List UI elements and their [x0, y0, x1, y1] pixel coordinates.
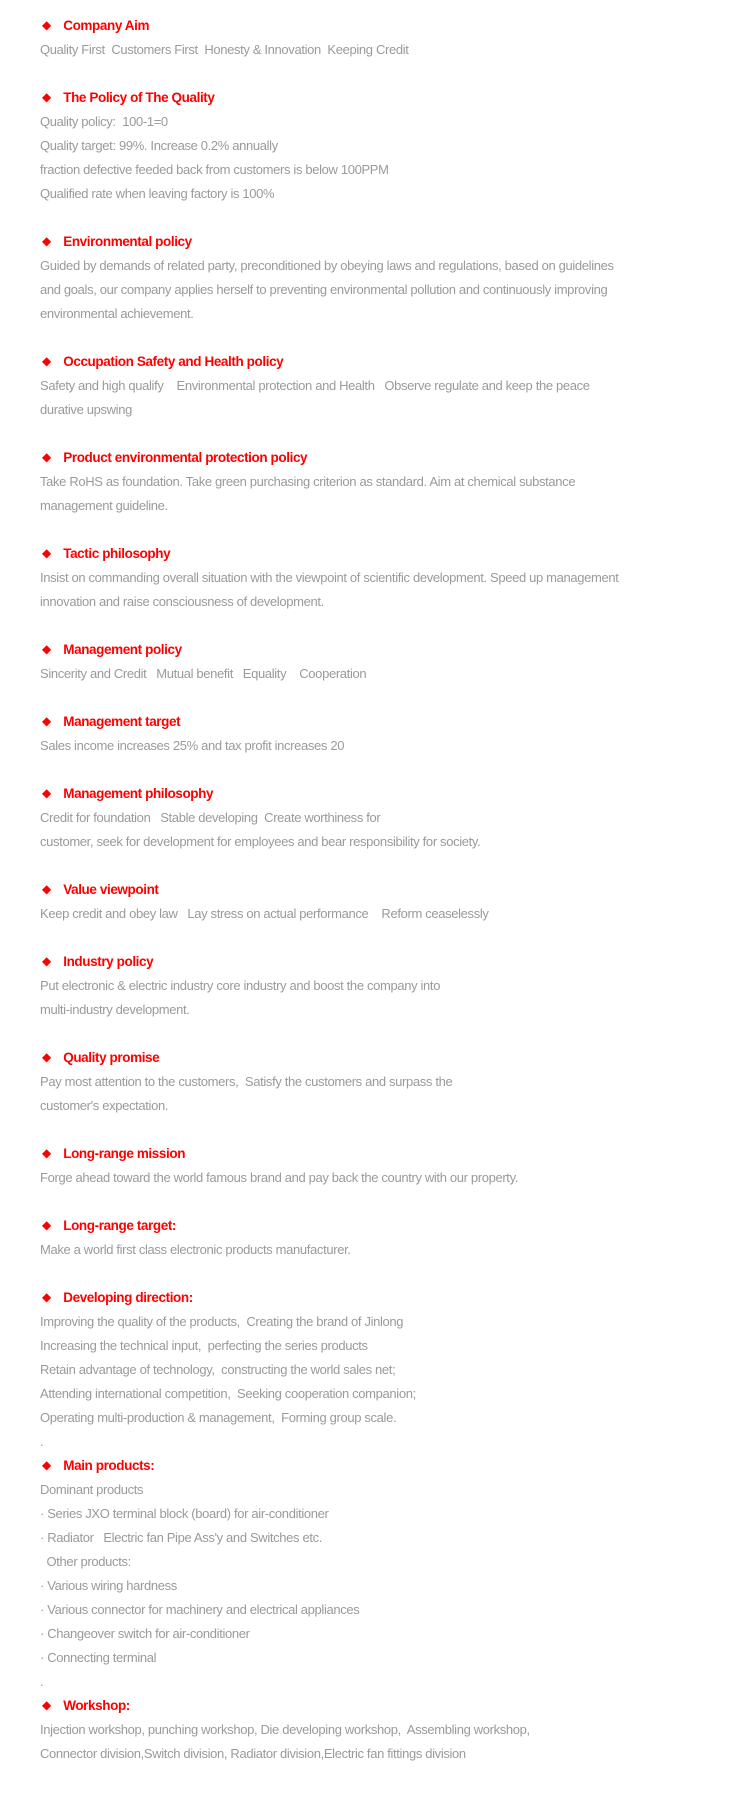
section-title: Long-range target:	[63, 1218, 177, 1233]
section-text-line: Operating multi-production & management, Forming group scale.	[40, 1410, 397, 1425]
section-heading	[40, 230, 710, 254]
section-title: Management policy	[63, 642, 182, 657]
policy-section	[40, 638, 710, 686]
section-title: Company Aim	[63, 18, 150, 33]
section-text-line: Put electronic & electric industry core industry and boost the company into	[40, 978, 441, 993]
policy-section	[40, 950, 710, 1022]
section-text-line: Quality policy: 100-1=0	[40, 114, 168, 129]
section-body	[40, 110, 710, 206]
section-title: Industry policy	[63, 954, 154, 969]
section-text-line: · Various connector for machinery and electrical appliances	[40, 1602, 360, 1617]
section-text-line: customer, seek for development for employees and bear responsibility for society.	[40, 834, 481, 849]
section-heading	[40, 542, 710, 566]
section-text-line: .	[40, 1674, 44, 1689]
section-body	[40, 1718, 710, 1766]
policy-section	[40, 446, 710, 518]
section-title: Developing direction:	[63, 1290, 193, 1305]
section-heading	[40, 1046, 710, 1070]
policy-section	[40, 350, 710, 422]
section-body	[40, 662, 710, 686]
policy-section	[40, 1454, 710, 1694]
section-text-line: · Changeover switch for air-conditioner	[40, 1626, 250, 1641]
section-text-line: · Series JXO terminal block (board) for air-conditioner	[40, 1506, 329, 1521]
diamond-bullet-icon: ◆	[42, 714, 52, 728]
section-text-line: Connector division,Switch division, Radiator division,Electric fan fittings division	[40, 1746, 466, 1761]
section-heading	[40, 878, 710, 902]
section-body	[40, 374, 710, 422]
section-body	[40, 1310, 710, 1454]
section-text-line: · Connecting terminal	[40, 1650, 157, 1665]
section-text-line: management guideline.	[40, 498, 168, 513]
diamond-bullet-icon: ◆	[42, 882, 52, 896]
diamond-bullet-icon: ◆	[42, 1290, 52, 1304]
section-text-line: Keep credit and obey law Lay stress on actual performance Reform ceaselessly	[40, 906, 489, 921]
section-body	[40, 566, 710, 614]
section-title: Management philosophy	[63, 786, 214, 801]
diamond-bullet-icon: ◆	[42, 642, 52, 656]
policy-section	[40, 1142, 710, 1190]
section-body	[40, 38, 710, 62]
section-text-line: Insist on commanding overall situation with the viewpoint of scientific development. Speed up management	[40, 570, 619, 585]
section-heading	[40, 638, 710, 662]
diamond-bullet-icon: ◆	[42, 18, 52, 32]
diamond-bullet-icon: ◆	[42, 546, 52, 560]
section-text-line: Guided by demands of related party, preconditioned by obeying laws and regulations, based on guidelines	[40, 258, 614, 273]
policy-section	[40, 14, 710, 62]
section-text-line: innovation and raise consciousness of development.	[40, 594, 324, 609]
section-body	[40, 974, 710, 1022]
section-heading	[40, 710, 710, 734]
policy-section	[40, 1694, 710, 1766]
section-body	[40, 1166, 710, 1190]
section-text-line: Take RoHS as foundation. Take green purchasing criterion as standard. Aim at chemical substance	[40, 474, 576, 489]
section-text-line: durative upswing	[40, 402, 132, 417]
section-title: Long-range mission	[63, 1146, 186, 1161]
section-text-line: Improving the quality of the products, Creating the brand of Jinlong	[40, 1314, 404, 1329]
section-title: Product environmental protection policy	[63, 450, 308, 465]
section-title: The Policy of The Quality	[63, 90, 215, 105]
section-body	[40, 1478, 710, 1694]
section-title: Management target	[63, 714, 181, 729]
section-text-line: environmental achievement.	[40, 306, 194, 321]
policy-section	[40, 86, 710, 206]
section-title: Tactic philosophy	[63, 546, 171, 561]
diamond-bullet-icon: ◆	[42, 1146, 52, 1160]
section-heading	[40, 350, 710, 374]
section-title: Workshop:	[63, 1698, 130, 1713]
section-text-line: Quality target: 99%. Increase 0.2% annually	[40, 138, 278, 153]
section-text-line: Qualified rate when leaving factory is 100%	[40, 186, 275, 201]
policy-section	[40, 230, 710, 326]
section-heading	[40, 1142, 710, 1166]
section-body	[40, 902, 710, 926]
diamond-bullet-icon: ◆	[42, 1698, 52, 1712]
sections	[40, 14, 710, 1766]
policy-section	[40, 1286, 710, 1454]
section-text-line: Attending international competition, Seeking cooperation companion;	[40, 1386, 416, 1401]
section-title: Quality promise	[63, 1050, 160, 1065]
diamond-bullet-icon: ◆	[42, 1218, 52, 1232]
policy-section	[40, 710, 710, 758]
diamond-bullet-icon: ◆	[42, 786, 52, 800]
section-text-line: · Various wiring hardness	[40, 1578, 177, 1593]
section-title: Environmental policy	[63, 234, 192, 249]
section-text-line: Injection workshop, punching workshop, Die developing workshop, Assembling workshop,	[40, 1722, 530, 1737]
diamond-bullet-icon: ◆	[42, 354, 52, 368]
section-heading	[40, 86, 710, 110]
section-text-line: fraction defective feeded back from customers is below 100PPM	[40, 162, 389, 177]
section-text-line: Dominant products	[40, 1482, 144, 1497]
policy-section	[40, 878, 710, 926]
section-text-line: and goals, our company applies herself to preventing environmental pollution and continuously improving	[40, 282, 608, 297]
section-heading	[40, 14, 710, 38]
section-text-line: Retain advantage of technology, constructing the world sales net;	[40, 1362, 396, 1377]
section-text-line: .	[40, 1434, 44, 1449]
section-body	[40, 734, 710, 758]
section-title: Value viewpoint	[63, 882, 159, 897]
diamond-bullet-icon: ◆	[42, 234, 52, 248]
diamond-bullet-icon: ◆	[42, 1050, 52, 1064]
section-text-line: multi-industry development.	[40, 1002, 190, 1017]
section-text-line: Safety and high qualify Environmental protection and Health Observe regulate and keep the peace	[40, 378, 590, 393]
section-heading	[40, 1694, 710, 1718]
diamond-bullet-icon: ◆	[42, 90, 52, 104]
diamond-bullet-icon: ◆	[42, 1458, 52, 1472]
section-title: Occupation Safety and Health policy	[63, 354, 284, 369]
section-title: Main products:	[63, 1458, 155, 1473]
section-heading	[40, 950, 710, 974]
section-heading	[40, 1286, 710, 1310]
section-body	[40, 1070, 710, 1118]
section-heading	[40, 1454, 710, 1478]
section-text-line: Forge ahead toward the world famous brand and pay back the country with our property.	[40, 1170, 519, 1185]
section-body	[40, 470, 710, 518]
section-body	[40, 254, 710, 326]
section-body	[40, 1238, 710, 1262]
section-text-line: Credit for foundation Stable developing Create worthiness for	[40, 810, 381, 825]
policy-section	[40, 1046, 710, 1118]
diamond-bullet-icon: ◆	[42, 450, 52, 464]
policy-section	[40, 1214, 710, 1262]
policy-section	[40, 542, 710, 614]
section-text-line: Quality First Customers First Honesty & Innovation Keeping Credit	[40, 42, 409, 57]
section-heading	[40, 1214, 710, 1238]
diamond-bullet-icon: ◆	[42, 954, 52, 968]
section-heading	[40, 782, 710, 806]
policy-section	[40, 782, 710, 854]
section-text-line: customer's expectation.	[40, 1098, 169, 1113]
section-body	[40, 806, 710, 854]
section-text-line: Sincerity and Credit Mutual benefit Equality Cooperation	[40, 666, 367, 681]
section-text-line: Increasing the technical input, perfecting the series products	[40, 1338, 368, 1353]
section-text-line: · Radiator Electric fan Pipe Ass'y and Switches etc.	[40, 1530, 322, 1545]
section-text-line: Make a world first class electronic products manufacturer.	[40, 1242, 351, 1257]
section-text-line: Sales income increases 25% and tax profit increases 20	[40, 738, 345, 753]
section-text-line: Pay most attention to the customers, Satisfy the customers and surpass the	[40, 1074, 453, 1089]
section-heading	[40, 446, 710, 470]
section-text-line: Other products:	[40, 1554, 131, 1569]
